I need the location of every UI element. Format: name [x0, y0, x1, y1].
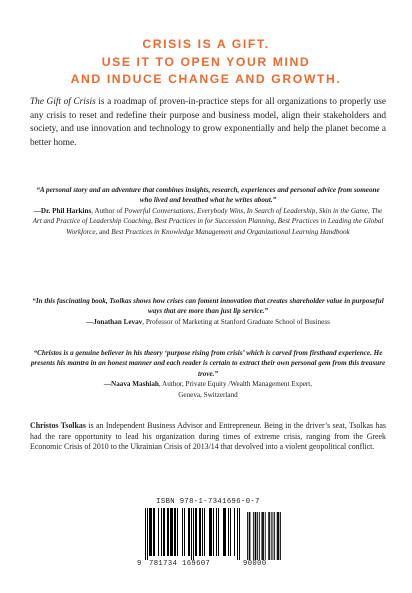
addon-bar — [271, 512, 272, 560]
author-bio — [30, 421, 386, 453]
addon-bar — [280, 512, 281, 560]
barcode-bar — [171, 508, 172, 556]
barcode-bar — [216, 508, 217, 556]
barcode-bar — [147, 508, 148, 560]
addon-bar — [247, 512, 248, 560]
addon-bar — [278, 512, 279, 560]
testimonial-text: “Christos is a genuine believer in his theory ‘purpose rising from crisis’ which is carved from firsthand experience. He presents his mantra in an honest manner and each reader is certain to extract their own personal gem from this treasure trove.” — [30, 349, 386, 378]
barcode-bar — [189, 508, 190, 556]
testimonial-attribution: —Naava Mashiah, Author, Private Equity /Wealth Management Expert, — [103, 380, 313, 389]
barcode-bar — [204, 508, 205, 556]
addon-bar — [255, 512, 256, 560]
barcode-bar — [174, 508, 175, 556]
addon-bar — [256, 512, 257, 560]
headline-line-2: USE IT TO OPEN YOUR MIND — [101, 54, 311, 69]
testimonial-text: “A personal story and an adventure that combines insights, research, experiences and personal advice from someone who lived and breathed what he writes about.” — [36, 186, 380, 205]
addon-bar — [250, 512, 251, 560]
testimonial-attribution: —Jonathan Levav, Professor of Marketing at Stanford Graduate School of Business — [86, 317, 330, 326]
testimonial-text: “In this fascinating book, Tsolkas shows how crises can foment innovation that creates shareholder value in purposeful ways that are more than just lip service.” — [32, 297, 384, 316]
barcode-bar — [154, 508, 155, 556]
barcode-bar — [223, 508, 224, 556]
barcode-bar — [202, 508, 203, 556]
barcode-bar — [153, 508, 154, 556]
barcode-bar — [196, 508, 197, 556]
addon-bar — [263, 512, 264, 560]
barcode-bar — [224, 508, 225, 556]
barcode-bar — [158, 508, 159, 556]
testimonial-attribution: —Dr. Phil Harkins, Author of Powerful Conversations, Everybody Wins, In Search of Leadership, Skin in the Game, The Art and Practice of Leadership Coaching, Best Practices in for Succession Planning, Best Practices in Leading the Global Workforce, and Best Practices in Knowledge Management and Organizational Learning Handbook — [32, 206, 384, 236]
barcode-bar — [195, 508, 196, 556]
isbn-barcode — [135, 496, 281, 572]
headline-line-1: CRISIS IS A GIFT. — [142, 37, 270, 51]
addon-bar — [273, 512, 274, 560]
barcode-bar — [211, 508, 212, 556]
addon-bar — [269, 512, 270, 560]
headline — [0, 36, 412, 89]
barcode-bar — [163, 508, 164, 556]
barcode-bars — [135, 508, 281, 562]
testimonial-harkins — [30, 185, 386, 237]
intro-paragraph — [30, 96, 386, 150]
barcode-bar — [150, 508, 151, 556]
intro-text: is a roadmap of proven-in-practice steps for all organizations to properly use any crisis to reset and redefine their purpose and business model, align their stakeholders and society, and use innovation and technology to grow exponentially and help the planet become a better home. — [30, 97, 386, 148]
barcode-bar — [170, 508, 171, 556]
testimonial-mashiah — [30, 348, 386, 400]
addon-bar — [265, 512, 266, 560]
barcode-bar — [230, 508, 231, 556]
author-bio-text: is an Independent Business Advisor and Entrepreneur. Being in the driver’s seat, Tsolkas has had the rare opportunity to lead his organization during times of extreme crisis, ranging from the Greek Economic Crisis of 2010 to the Ukrainian Crisis of 2013/14 that devolved into a violent geopolitical conflict. — [30, 421, 386, 452]
barcode-bar — [172, 508, 173, 556]
barcode-bar — [191, 508, 192, 560]
barcode-bar — [200, 508, 201, 556]
barcode-bar — [213, 508, 214, 556]
testimonial-author: —Naava Mashiah — [103, 380, 159, 389]
addon-bar — [261, 512, 262, 560]
barcode-bar — [225, 508, 226, 556]
barcode-bar — [218, 508, 219, 556]
testimonial-author: —Jonathan Levav — [86, 317, 143, 326]
barcode-bar — [175, 508, 176, 556]
addon-bar — [278, 512, 279, 560]
author-name: Christos Tsolkas — [30, 421, 86, 430]
isbn-label: ISBN 978-1-7341696-0-7 — [156, 498, 260, 506]
headline-line-3: AND INDUCE CHANGE AND GROWTH. — [70, 72, 342, 86]
barcode-digit-main: 781734 169607 — [149, 560, 211, 568]
barcode-bar — [228, 508, 229, 556]
barcode-bar — [161, 508, 162, 556]
barcode-bar — [188, 508, 189, 556]
testimonial-author: —Dr. Phil Harkins — [33, 206, 92, 215]
testimonial-levav — [30, 296, 386, 327]
barcode-bar — [182, 508, 183, 556]
barcode-bar — [234, 508, 235, 556]
barcode-bar — [177, 508, 178, 556]
addon-bar — [277, 512, 278, 560]
addon-bar — [253, 512, 254, 560]
barcode-digit-addon: 90000 — [243, 560, 267, 568]
addon-bar — [268, 512, 269, 560]
barcode-bar — [167, 508, 168, 556]
book-title: The Gift of Crisis — [30, 97, 96, 107]
barcode-bar — [151, 508, 152, 556]
testimonial-location: Geneva, Switzerland — [178, 390, 238, 399]
barcode-digit-first: 9 — [137, 560, 142, 568]
barcode-bar — [199, 508, 200, 556]
addon-bar — [249, 512, 250, 560]
barcode-bar — [145, 508, 146, 560]
barcode-bar — [239, 508, 240, 560]
addon-bar — [262, 512, 263, 560]
addon-bar — [257, 512, 258, 560]
barcode-bar — [193, 508, 194, 560]
addon-bar — [259, 512, 260, 560]
barcode-bar — [149, 508, 150, 556]
barcode-bar — [210, 508, 211, 556]
barcode-bar — [164, 508, 165, 556]
addon-bar — [274, 512, 275, 560]
barcode-bar — [168, 508, 169, 556]
barcode-bar — [184, 508, 185, 556]
barcode-bar — [237, 508, 238, 560]
barcode-bar — [209, 508, 210, 556]
